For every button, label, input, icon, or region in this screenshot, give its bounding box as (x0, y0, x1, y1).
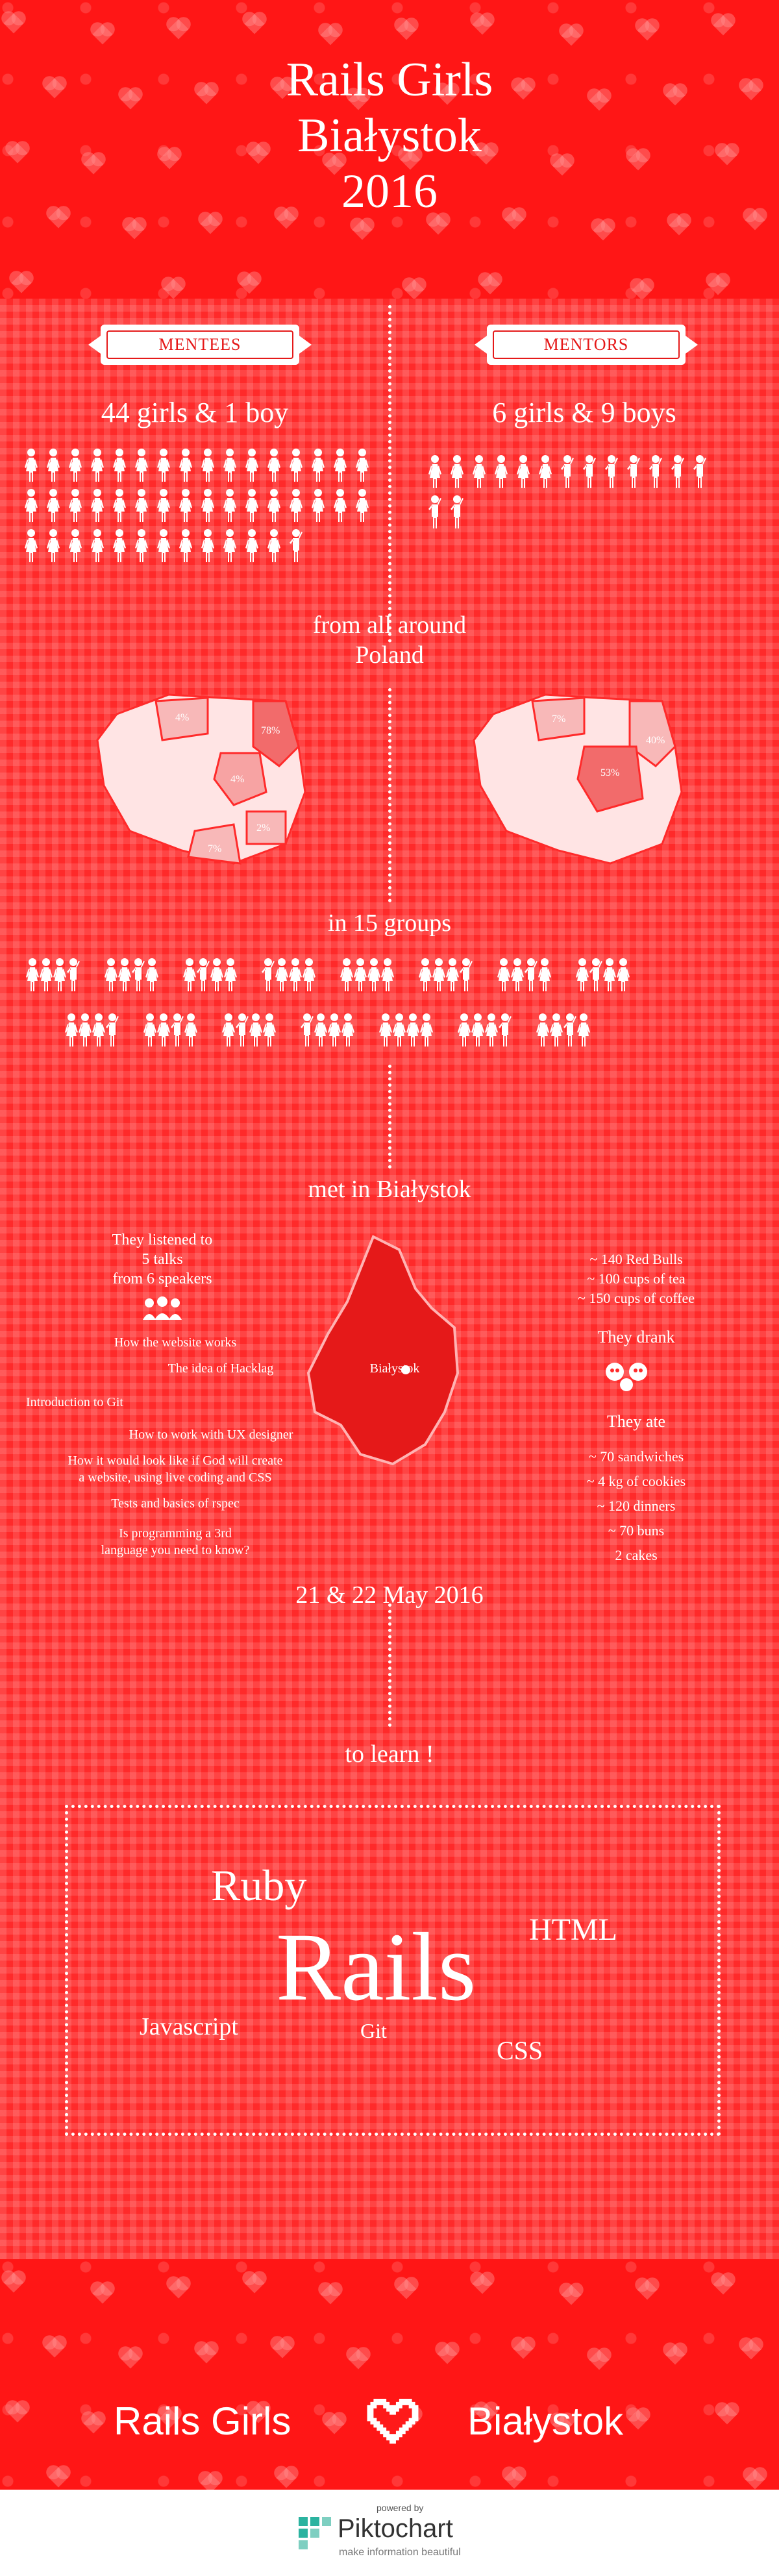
heart-decoration-icon (472, 2273, 492, 2294)
girl-person-icon (314, 1013, 326, 1048)
drink-item: ~ 100 cups of tea (587, 1270, 686, 1287)
group-icon (222, 1013, 275, 1048)
heart-decoration-icon (168, 19, 188, 39)
boy-person-icon (649, 454, 662, 489)
food-list (539, 1444, 734, 1568)
map-label: 78% (261, 725, 280, 736)
girl-person-icon (40, 958, 51, 993)
group-icon (419, 958, 471, 993)
boy-person-icon (236, 1013, 247, 1048)
girl-person-icon (224, 958, 236, 993)
girl-person-icon (538, 958, 550, 993)
girl-person-icon (47, 528, 60, 564)
boy-person-icon (171, 1013, 182, 1048)
boy-person-icon (693, 454, 706, 489)
food-item: ~ 120 dinners (597, 1498, 676, 1514)
girl-person-icon (135, 528, 148, 564)
girl-person-icon (471, 1013, 483, 1048)
heart-decoration-icon (272, 2338, 292, 2358)
girl-person-icon (184, 1013, 196, 1048)
girl-person-icon (249, 1013, 261, 1048)
girl-person-icon (47, 488, 60, 523)
heart-decoration-icon (352, 219, 372, 240)
title-line-2: Białystok (297, 109, 482, 162)
mentees-label (101, 325, 299, 365)
heart-decoration-icon (320, 25, 340, 45)
girl-person-icon (201, 448, 214, 483)
girl-person-icon (577, 1013, 589, 1048)
food-item: ~ 4 kg of cookies (586, 1473, 686, 1489)
heart-decoration-icon (48, 2467, 68, 2487)
girl-person-icon (432, 958, 444, 993)
boy-person-icon (561, 454, 574, 489)
girl-person-icon (312, 448, 325, 483)
divider-dots (388, 1065, 391, 1169)
title-line-3: 2016 (341, 165, 438, 218)
word-git: Git (360, 2019, 387, 2042)
girl-person-icon (539, 454, 552, 489)
girl-person-icon (201, 488, 214, 523)
divider-dots (388, 688, 391, 902)
girl-person-icon (367, 958, 379, 993)
piktochart-credit (0, 2503, 779, 2568)
heart-decoration-icon (741, 2339, 761, 2359)
word-javascript: Javascript (140, 2013, 238, 2040)
girl-person-icon (617, 958, 628, 993)
girl-person-icon (334, 488, 347, 523)
boy-person-icon (132, 958, 143, 993)
girl-person-icon (145, 958, 157, 993)
girl-person-icon (135, 488, 148, 523)
girl-person-icon (495, 454, 508, 489)
girl-person-icon (105, 958, 116, 993)
girl-person-icon (91, 488, 104, 523)
divider-dots (388, 305, 391, 643)
girl-person-icon (179, 448, 192, 483)
girl-person-icon (267, 488, 280, 523)
girl-person-icon (113, 448, 126, 483)
powered-by-text: powered by (377, 2503, 424, 2513)
talk-item: language you need to know? (101, 1543, 250, 1557)
girl-person-icon (341, 1013, 353, 1048)
piktochart-tagline: make information beautiful (339, 2547, 461, 2558)
groups-text: in 15 groups (328, 910, 451, 937)
group-icon (458, 1013, 510, 1048)
girl-person-icon (157, 528, 170, 564)
girl-person-icon (223, 528, 236, 564)
heart-decoration-icon (163, 279, 183, 299)
girl-person-icon (157, 448, 170, 483)
boy-person-icon (451, 495, 464, 530)
mentors-label-text: MENTORS (493, 330, 680, 359)
heart-decoration-icon (3, 13, 23, 33)
drinks-list (539, 1250, 734, 1308)
group-icon (65, 1013, 117, 1048)
map-label: 53% (600, 767, 620, 778)
girl-person-icon (485, 1013, 497, 1048)
girl-person-icon (458, 1013, 469, 1048)
girl-person-icon (223, 488, 236, 523)
talks-intro-1: They listened to (112, 1232, 213, 1248)
boy-person-icon (197, 958, 208, 993)
heart-decoration-icon (480, 274, 500, 294)
boy-person-icon (262, 958, 273, 993)
heart-decoration-icon (504, 2468, 524, 2488)
heart-decoration-icon (665, 2344, 685, 2364)
word-ruby: Ruby (211, 1861, 307, 1910)
girl-person-icon (328, 1013, 340, 1048)
talk-item: Is programming a 3rd (119, 1526, 232, 1541)
group-icon (497, 958, 550, 993)
girl-person-icon (303, 958, 314, 993)
group-icon (26, 958, 79, 993)
boy-person-icon (525, 958, 536, 993)
boy-person-icon (605, 454, 618, 489)
heart-decoration-icon (124, 219, 144, 239)
girl-person-icon (420, 1013, 432, 1048)
girl-person-icon (245, 488, 258, 523)
they-drank-label: They drank (597, 1328, 675, 1346)
group-icon (183, 958, 236, 993)
girl-person-icon (517, 454, 530, 489)
girl-person-icon (210, 958, 222, 993)
piktochart-logo-icon (299, 2517, 331, 2556)
food-item: 2 cakes (615, 1547, 658, 1563)
heart-decoration-icon (92, 24, 112, 44)
girl-person-icon (92, 1013, 104, 1048)
talk-item: How it would look like if God will create (68, 1454, 283, 1468)
logo-text-right: Białystok (467, 2399, 624, 2443)
heart-decoration-icon (244, 2273, 264, 2293)
cheers-icon (600, 1360, 652, 1393)
from-line-1: from all around (312, 612, 467, 639)
group-icon (576, 958, 628, 993)
heart-decoration-icon (44, 2337, 64, 2357)
girl-person-icon (245, 528, 258, 564)
talks-intro (78, 1230, 247, 1289)
girl-person-icon (550, 1013, 562, 1048)
map-label: 4% (175, 712, 190, 723)
group-icon (301, 1013, 353, 1048)
city-label: Białystok (369, 1361, 420, 1376)
heart-decoration-icon (239, 273, 259, 293)
girl-person-icon (446, 958, 458, 993)
boy-person-icon (301, 1013, 312, 1048)
girl-person-icon (65, 1013, 77, 1048)
talk-item: How to work with UX designer (129, 1428, 293, 1442)
heart-decoration-icon (561, 25, 581, 45)
group-icon (105, 958, 157, 993)
girl-person-icon (497, 958, 509, 993)
girl-person-icon (26, 958, 38, 993)
group-icon (536, 1013, 589, 1048)
food-item: ~ 70 buns (608, 1522, 665, 1539)
girl-person-icon (201, 528, 214, 564)
boy-person-icon (428, 495, 441, 530)
group-icon (143, 1013, 196, 1048)
girl-person-icon (354, 958, 365, 993)
event-date: 21 & 22 May 2016 (295, 1581, 484, 1609)
girl-person-icon (69, 528, 82, 564)
mentees-headline: 44 girls & 1 boy (101, 397, 289, 428)
girl-person-icon (118, 958, 130, 993)
talk-item: a website, using live coding and CSS (79, 1470, 272, 1485)
girl-person-icon (47, 448, 60, 483)
girl-person-icon (290, 488, 303, 523)
girl-person-icon (267, 448, 280, 483)
heart-decoration-icon (713, 2274, 733, 2294)
boy-person-icon (671, 454, 684, 489)
heart-decoration-icon (472, 14, 492, 34)
girl-person-icon (263, 1013, 275, 1048)
girl-person-icon (428, 454, 441, 489)
boy-person-icon (563, 1013, 575, 1048)
they-ate-label: They ate (606, 1412, 666, 1431)
talks-intro-3: from 6 speakers (112, 1270, 212, 1287)
heart-decoration-icon (589, 2349, 609, 2370)
from-line-2: Poland (355, 641, 424, 669)
tech-word-cloud (65, 1805, 721, 2136)
heart-decoration-icon (513, 2338, 533, 2359)
piktochart-brand: Piktochart (338, 2514, 453, 2543)
heart-decoration-icon (708, 275, 728, 295)
girl-person-icon (381, 958, 393, 993)
drink-item: ~ 140 Red Bulls (589, 1251, 683, 1267)
talk-item: Introduction to Git (26, 1395, 123, 1409)
mentors-headline: 6 girls & 9 boys (492, 397, 676, 428)
girl-person-icon (603, 958, 615, 993)
girl-person-icon (289, 958, 301, 993)
girl-person-icon (222, 1013, 234, 1048)
girl-person-icon (334, 448, 347, 483)
heart-decoration-icon (396, 2279, 416, 2299)
girl-person-icon (290, 448, 303, 483)
talk-item: Tests and basics of rspec (111, 1496, 240, 1511)
heart-decoration-icon (637, 2279, 657, 2299)
podlaskie-map (302, 1230, 474, 1470)
girl-person-icon (113, 488, 126, 523)
pixel-heart-icon (367, 2399, 419, 2447)
girl-person-icon (157, 488, 170, 523)
girl-person-icon (267, 528, 280, 564)
from-all-around-text (0, 610, 779, 670)
heart-decoration-icon (396, 19, 416, 40)
girl-person-icon (340, 958, 352, 993)
boy-person-icon (499, 1013, 510, 1048)
talks-intro-2: 5 talks (142, 1251, 183, 1268)
girl-person-icon (356, 488, 369, 523)
food-item: ~ 70 sandwiches (588, 1448, 684, 1465)
heart-decoration-icon (92, 2283, 112, 2303)
heart-decoration-icon (593, 220, 613, 240)
girl-person-icon (406, 1013, 418, 1048)
heart-decoration-icon (745, 2469, 765, 2489)
bottom-logo (0, 2396, 779, 2454)
mentors-label (487, 325, 686, 365)
map-label: 7% (552, 713, 566, 724)
boy-person-icon (583, 454, 596, 489)
met-in-bialystok: met in Białystok (308, 1176, 471, 1203)
boy-person-icon (67, 958, 79, 993)
groups-row-2 (65, 1013, 714, 1048)
mentors-poland-map (467, 682, 688, 870)
girl-person-icon (91, 528, 104, 564)
girl-person-icon (356, 448, 369, 483)
heart-decoration-icon (11, 273, 31, 293)
heart-decoration-icon (196, 2343, 216, 2363)
girl-person-icon (312, 488, 325, 523)
girl-person-icon (536, 1013, 548, 1048)
word-rails: Rails (276, 1913, 476, 2021)
group-icon (262, 958, 314, 993)
girl-person-icon (473, 454, 486, 489)
girl-person-icon (419, 958, 430, 993)
girl-person-icon (25, 488, 38, 523)
heart-decoration-icon (404, 279, 424, 299)
heart-decoration-icon (320, 2284, 340, 2304)
title-line-1: Rails Girls (286, 53, 493, 106)
boy-person-icon (290, 528, 303, 564)
heart-decoration-icon (120, 2348, 140, 2368)
heart-decoration-icon (3, 2272, 23, 2292)
page-title (0, 52, 779, 219)
drink-item: ~ 150 cups of coffee (577, 1290, 695, 1306)
mentees-people-icons (25, 448, 369, 564)
word-css: CSS (497, 2036, 543, 2065)
girl-person-icon (179, 488, 192, 523)
heart-decoration-icon (713, 15, 733, 35)
girl-person-icon (113, 528, 126, 564)
hearts-footer-background (0, 2259, 779, 2490)
word-html: HTML (529, 1913, 617, 1947)
girl-person-icon (25, 528, 38, 564)
map-label: 40% (646, 735, 665, 746)
divider-dots (388, 1604, 391, 1727)
heart-decoration-icon (244, 14, 264, 34)
girl-person-icon (275, 958, 287, 993)
girl-person-icon (576, 958, 587, 993)
girl-person-icon (379, 1013, 391, 1048)
boy-person-icon (627, 454, 640, 489)
girl-person-icon (511, 958, 523, 993)
heart-decoration-icon (561, 2285, 581, 2305)
speakers-icon (140, 1295, 185, 1321)
logo-text-left: Rails Girls (114, 2399, 291, 2443)
map-label: 2% (256, 823, 271, 834)
girl-person-icon (79, 1013, 90, 1048)
group-icon (379, 1013, 432, 1048)
boy-person-icon (106, 1013, 117, 1048)
girl-person-icon (69, 488, 82, 523)
mentors-people-icons (428, 454, 714, 530)
girl-person-icon (157, 1013, 169, 1048)
girl-person-icon (183, 958, 195, 993)
girl-person-icon (451, 454, 464, 489)
heart-decoration-icon (437, 2344, 457, 2364)
talk-item: How the website works (114, 1335, 237, 1350)
map-label: 7% (208, 843, 222, 854)
heart-decoration-icon (168, 2278, 188, 2298)
girl-person-icon (143, 1013, 155, 1048)
talk-item: The idea of Hacklag (167, 1361, 274, 1376)
girl-person-icon (393, 1013, 404, 1048)
heart-decoration-icon (632, 280, 652, 300)
group-icon (340, 958, 393, 993)
boy-person-icon (460, 958, 471, 993)
girl-person-icon (69, 448, 82, 483)
heart-decoration-icon (348, 2349, 368, 2369)
mentees-poland-map (91, 682, 312, 870)
girl-person-icon (245, 448, 258, 483)
girl-person-icon (25, 448, 38, 483)
girl-person-icon (53, 958, 65, 993)
mentees-label-text: MENTEES (106, 330, 293, 359)
boy-person-icon (589, 958, 601, 993)
groups-row-1 (26, 958, 753, 993)
heart-decoration-icon (276, 2468, 296, 2488)
girl-person-icon (135, 448, 148, 483)
girl-person-icon (223, 448, 236, 483)
girl-person-icon (91, 448, 104, 483)
talk-list (26, 1334, 325, 1559)
map-label: 4% (230, 774, 245, 785)
girl-person-icon (179, 528, 192, 564)
to-learn-text: to learn ! (345, 1740, 434, 1768)
heart-decoration-icon (637, 20, 657, 40)
